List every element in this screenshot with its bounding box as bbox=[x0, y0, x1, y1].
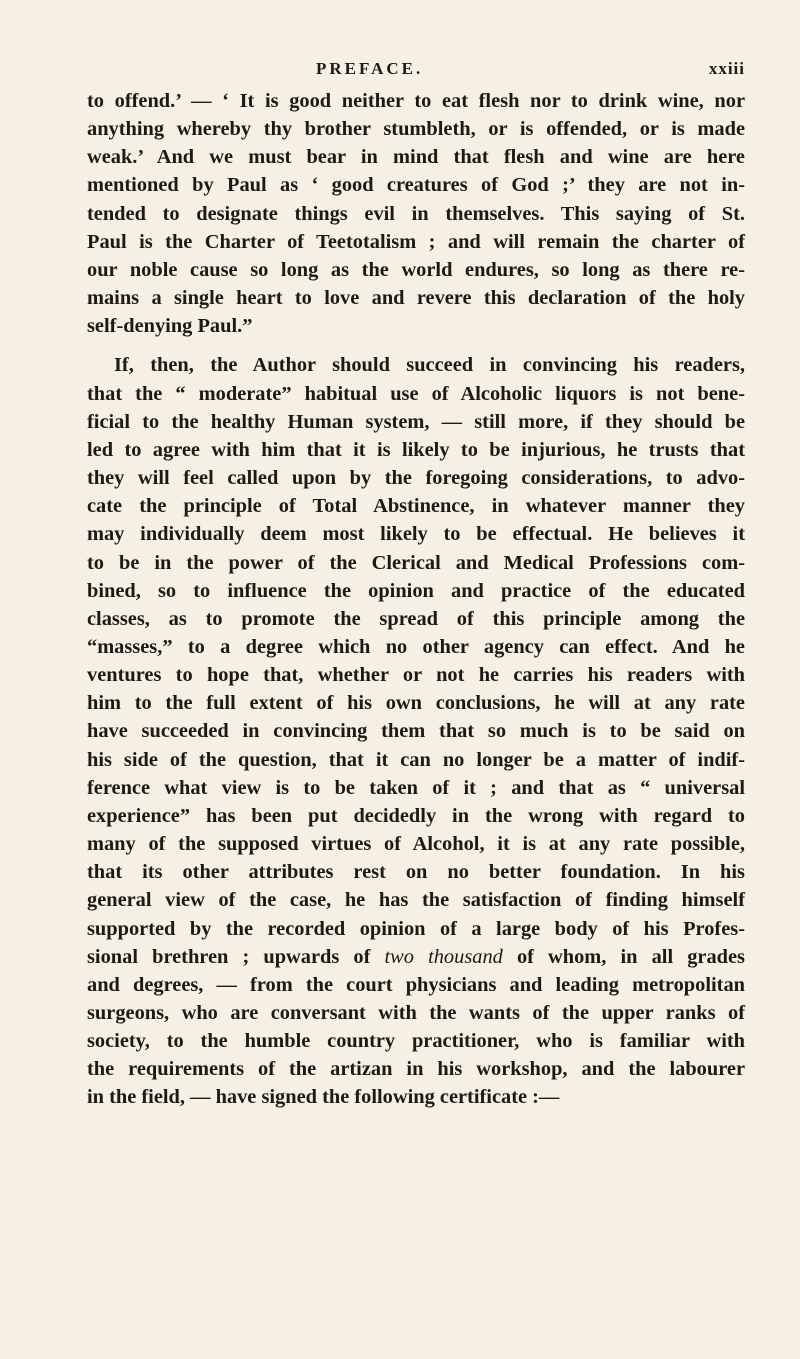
text-line: to offend.’ — ‘ It is good neither to eat flesh nor to drink wine, nor bbox=[87, 90, 745, 112]
text-line: cate the principle of Total Abstinence, in whatever manner they bbox=[87, 495, 745, 518]
text-line: to be in the power of the Clerical and Medical Professions com- bbox=[87, 551, 745, 574]
text-line: supported by the recorded opinion of a large body of his Profes- bbox=[87, 917, 745, 940]
text-line: mentioned by Paul as ‘ good creatures of God ;’ they are not in- bbox=[87, 174, 745, 197]
text-line: society, to the humble country practitioner, who is familiar with bbox=[87, 1030, 745, 1053]
text-line: many of the supposed virtues of Alcohol, it is at any rate possible, bbox=[87, 833, 745, 856]
text-line: surgeons, who are conversant with the wants of the upper ranks of bbox=[87, 1002, 745, 1024]
text-line: If, then, the Author should succeed in convincing his readers, bbox=[114, 354, 745, 377]
text-line: self-denying Paul.” bbox=[87, 315, 253, 338]
text-line: “masses,” to a degree which no other agency can effect. And he bbox=[87, 635, 745, 658]
text-line: classes, as to promote the spread of this principle among the bbox=[87, 607, 745, 630]
paragraph-1 bbox=[87, 87, 745, 340]
text-line: mains a single heart to love and revere this declaration of the holy bbox=[87, 287, 745, 310]
text-line: general view of the case, he has the satisfaction of finding himself bbox=[87, 889, 745, 912]
text-line: and degrees, — from the court physicians and leading metropolitan bbox=[87, 973, 745, 996]
text-line: anything whereby thy brother stumbleth, or is offended, or is made bbox=[87, 118, 745, 141]
text-line: in the field, — have signed the following certificate :— bbox=[87, 1086, 560, 1109]
text-line: weak.’ And we must bear in mind that flesh and wine are here bbox=[87, 146, 745, 169]
paragraph-2 bbox=[87, 351, 745, 1111]
text-line: ventures to hope that, whether or not he carries his readers with bbox=[87, 664, 745, 687]
text-line: led to agree with him that it is likely to be injurious, he trusts that bbox=[87, 438, 745, 461]
text-line: ficial to the healthy Human system, — still more, if they should be bbox=[87, 410, 745, 433]
text-line: they will feel called upon by the foregoing considerations, to advo- bbox=[87, 467, 745, 490]
italic-emphasis: two thousand bbox=[384, 945, 503, 968]
text-line: tended to designate things evil in themselves. This saying of St. bbox=[87, 202, 745, 225]
page-number: xxiii bbox=[708, 59, 745, 78]
text-line: bined, so to influence the opinion and practice of the educated bbox=[87, 579, 745, 602]
text-segment: sional brethren ; upwards of bbox=[87, 945, 385, 968]
text-line: our noble cause so long as the world endures, so long as there re- bbox=[87, 258, 745, 281]
text-line: experience” has been put decidedly in the wrong with regard to bbox=[87, 804, 745, 827]
text-line: the requirements of the artizan in his workshop, and the labourer bbox=[87, 1058, 745, 1081]
text-line: Paul is the Charter of Teetotalism ; and will remain the charter of bbox=[87, 230, 745, 253]
running-head bbox=[87, 50, 745, 86]
text-line: his side of the question, that it can no longer be a matter of indif- bbox=[87, 748, 745, 771]
text-line-with-italic bbox=[87, 943, 745, 971]
running-title: PREFACE. bbox=[316, 59, 424, 78]
text-line: that its other attributes rest on no better foundation. In his bbox=[87, 861, 745, 884]
text-line: ference what view is to be taken of it ; and that as “ universal bbox=[87, 776, 745, 799]
text-segment: of whom, in all grades bbox=[502, 945, 745, 968]
text-line: that the “ moderate” habitual use of Alcoholic liquors is not bene- bbox=[87, 382, 745, 405]
text-line: have succeeded in convincing them that so much is to be said on bbox=[87, 720, 745, 743]
text-line: him to the full extent of his own conclusions, he will at any rate bbox=[87, 692, 745, 715]
text-line: may individually deem most likely to be effectual. He believes it bbox=[87, 523, 745, 546]
paragraph-gap bbox=[87, 340, 745, 351]
body-text bbox=[87, 87, 745, 1112]
